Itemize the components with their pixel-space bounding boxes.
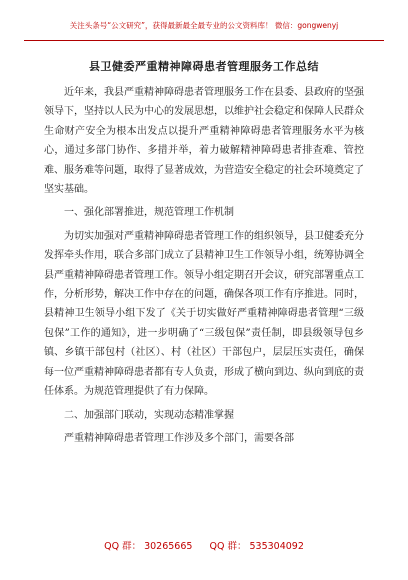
paragraph-intro: 近年来，我县严重精神障碍患者管理服务工作在县委、县政府的坚强领导下，坚持以人民为中心的发展思想，以维护社会稳定和保障人民群众生命财产安全为根本出发点以提升严重精神障碍患者管理服务水平为核心，通过多部门协作、多措并举，着力破解精神障碍患者排查难、管控难、服务难等问题，取得了显著成效，为营造安全稳定的社会环境奠定了坚实基础。 <box>44 87 364 196</box>
section-heading-2: 二、加强部门联动，实现动态精准掌握 <box>64 409 234 421</box>
paragraph-section-2: 严重精神障碍患者管理工作涉及多个部门，需要各部 <box>64 432 294 444</box>
footer-qq-group-1: QQ 群： 30265665 <box>104 541 193 552</box>
header-promo-text: 关注头条号“公文研究”，获得最新最全最专业的公文资料库！ 微信：gongwenyj <box>69 21 339 30</box>
document-title: 县卫健委严重精神障碍患者管理服务工作总结 <box>89 60 319 73</box>
page-footer <box>0 538 408 552</box>
footer-qq-group-2: QQ 群： 535304092 <box>209 541 304 552</box>
document-body <box>44 83 364 448</box>
paragraph-section-1: 为切实加强对严重精神障碍患者管理工作的组织领导，县卫健委充分发挥牵头作用，联合多部门成立了县精神卫生工作领导小组，统筹协调全县严重精神障碍患者管理工作。领导小组定期召开会议，研究部署重点工作，分析形势，解决工作中存在的问题，确保各项工作有序推进。同时，县精神卫生领导小组下发了《关于切实做好严重精神障碍患者管理“三级包保”工作的通知》，进一步明确了“三级包保”责任制，即县级领导包乡镇、乡镇干部包村（社区）、村（社区）干部包户，层层压实责任，确保每一位严重精神障碍患者都有专人负责，形成了横向到边、纵向到底的责任体系。为规范管理提供了有力保障。 <box>44 230 364 398</box>
page-header <box>24 10 384 41</box>
section-heading-1: 一、强化部署推进，规范管理工作机制 <box>64 207 234 219</box>
